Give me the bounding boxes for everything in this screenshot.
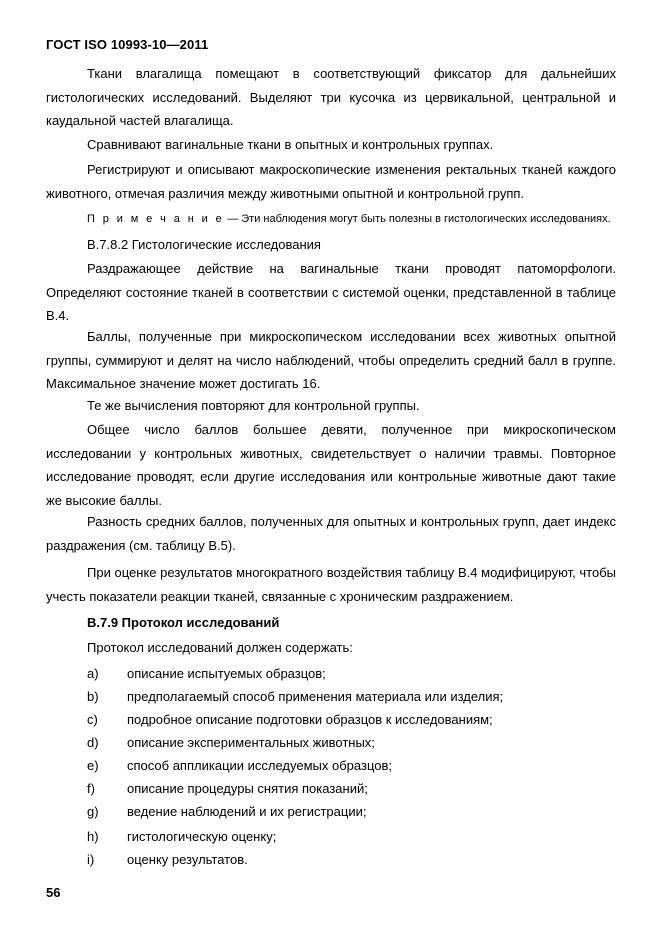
list-item-label: a) [87, 666, 99, 681]
paragraph-macroscopic-changes: Регистрируют и описывают макроскопические изменения ректальных тканей каждого животного, отмечая различия между животными опытной и контрольной групп. [46, 162, 616, 201]
document-header: ГОСТ ISO 10993-10—2011 [46, 37, 209, 52]
section-heading-b79: В.7.9 Протокол исследований [87, 615, 280, 630]
list-item [87, 666, 326, 681]
list-item-label: e) [87, 758, 99, 773]
paragraph-compare-groups: Сравнивают вагинальные ткани в опытных и контрольных группах. [87, 137, 494, 152]
section-heading-b782: В.7.8.2 Гистологические исследования [87, 237, 321, 252]
list-item-text: способ аппликации исследуемых образцов; [127, 758, 392, 773]
list-item-label: g) [87, 804, 99, 819]
paragraph-trauma-threshold: Общее число баллов большее девяти, полученное при микроскопическом исследовании у контрольных животных, свидетельствует о наличии травмы. Повторное исследование проводят, если другие исследования или контрольные животные дают такие же высокие баллы. [46, 422, 616, 508]
page-number: 56 [46, 885, 61, 900]
list-item [87, 829, 276, 844]
paragraph-protocol-contents: Протокол исследований должен содержать: [87, 640, 353, 655]
list-item-label: i) [87, 852, 95, 867]
note [87, 213, 611, 225]
list-item [87, 758, 392, 773]
list-item-label: b) [87, 689, 99, 704]
note-text: — Эти наблюдения могут быть полезны в гистологических исследованиях. [224, 213, 611, 225]
paragraph-irritation-index: Разность средних баллов, полученных для опытных и контрольных групп, дает индекс раздражения (см. таблицу В.5). [46, 514, 616, 553]
list-item-label: h) [87, 829, 99, 844]
paragraph-irritation-pathology: Раздражающее действие на вагинальные ткани проводят патоморфологи. Определяют состояние тканей в соответствии с системой оценки, представленной в таблице В.4. [46, 261, 616, 323]
list-item-label: c) [87, 712, 98, 727]
list-item-label: d) [87, 735, 99, 750]
list-item [87, 735, 375, 750]
note-label: П р и м е ч а н и е [87, 213, 225, 225]
list-item [87, 781, 368, 796]
list-item-text: ведение наблюдений и их регистрации; [127, 804, 367, 819]
list-item-text: подробное описание подготовки образцов к исследованиям; [127, 712, 493, 727]
list-item-text: описание испытуемых образцов; [127, 666, 326, 681]
list-item-text: предполагаемый способ применения материала или изделия; [127, 689, 504, 704]
paragraph-repeated-exposure: При оценке результатов многократного воздействия таблицу В.4 модифицируют, чтобы учесть показатели реакции тканей, связанные с хроническим раздражением. [46, 565, 616, 604]
list-item [87, 712, 493, 727]
paragraph-control-group: Те же вычисления повторяют для контрольной группы. [87, 398, 420, 413]
paragraph-scoring: Баллы, полученные при микроскопическом исследовании всех животных опытной группы, суммируют и делят на число наблюдений, чтобы определить средний балл в группе. Максимальное значение может достигать 16. [46, 329, 616, 391]
list-item [87, 804, 366, 819]
list-item [87, 689, 503, 704]
list-item-label: f) [87, 781, 95, 796]
paragraph-vaginal-tissue-fixation: Ткани влагалища помещают в соответствующий фиксатор для дальнейших гистологических исследований. Выделяют три кусочка из цервикальной, центральной и каудальной частей влагалища. [46, 66, 616, 128]
list-item [87, 852, 248, 867]
list-item-text: описание процедуры снятия показаний; [127, 781, 368, 796]
list-item-text: оценку результатов. [127, 852, 248, 867]
list-item-text: описание экспериментальных животных; [127, 735, 375, 750]
list-item-text: гистологическую оценку; [127, 829, 277, 844]
